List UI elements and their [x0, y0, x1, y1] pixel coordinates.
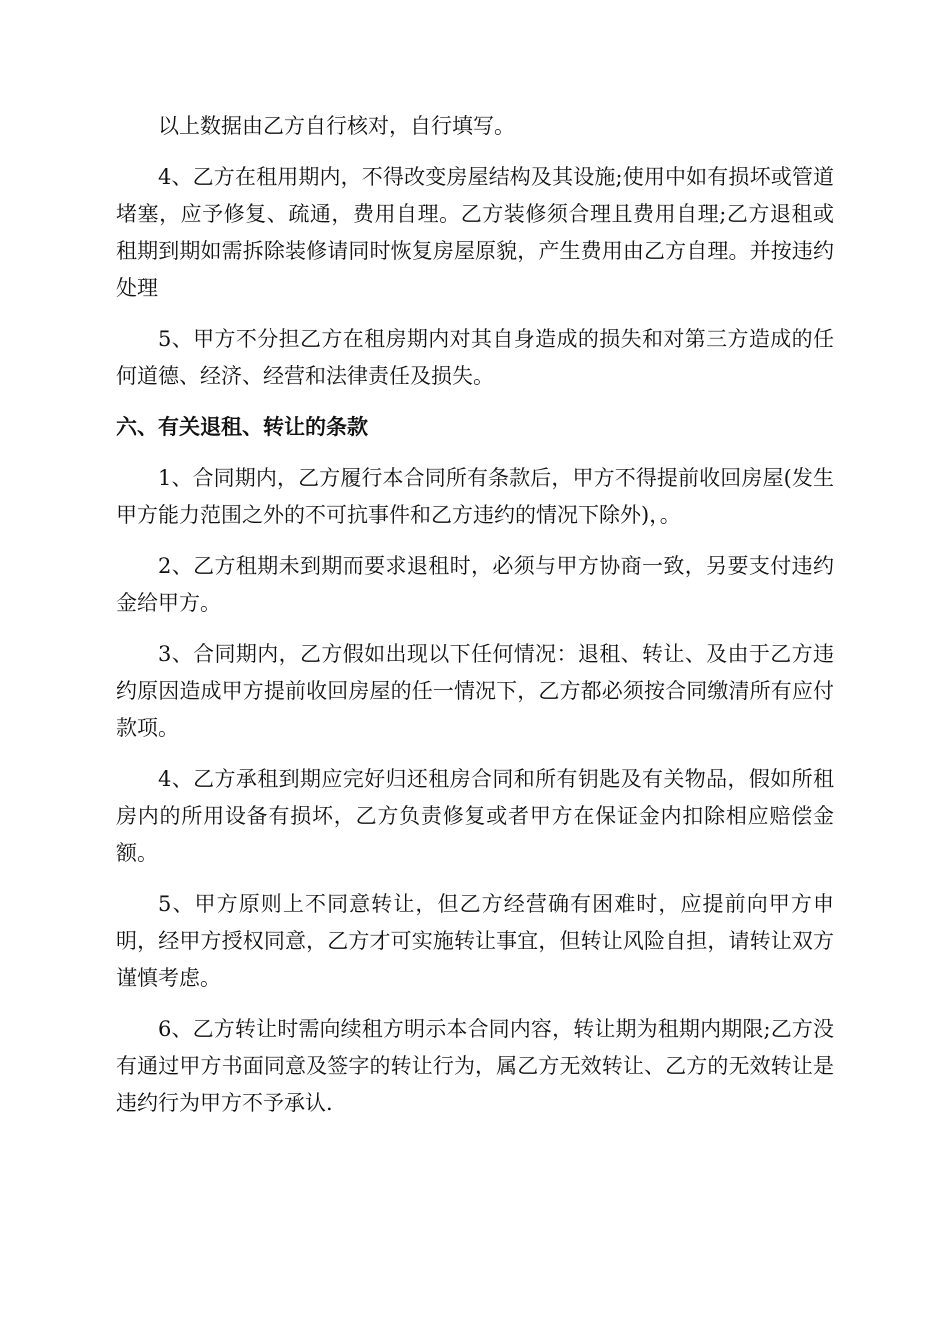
paragraph-clause-4-return-keys: 4、乙方承租到期应完好归还租房合同和所有钥匙及有关物品，假如所租房内的所用设备有损坏，乙方负责修复或者甲方在保证金内扣除相应赔偿金额。	[116, 767, 834, 865]
section-heading-termination-transfer: 六、有关退租、转让的条款	[116, 415, 368, 439]
paragraph-clause-1-no-early-recall: 1、合同期内，乙方履行本合同所有条款后，甲方不得提前收回房屋(发生甲方能力范围之外的不可抗事件和乙方违约的情况下除外)，。	[116, 466, 834, 527]
paragraph-clause-3-settle-payments: 3、合同期内，乙方假如出现以下任何情况：退租、转让、及由于乙方违约原因造成甲方提前收回房屋的任一情况下，乙方都必须按合同缴清所有应付款项。	[116, 642, 834, 740]
paragraph-clause-6-transfer-disclosure: 6、乙方转让时需向续租方明示本合同内容，转让期为租期内期限;乙方没有通过甲方书面同意及签字的转让行为，属乙方无效转让、乙方的无效转让是违约行为甲方不予承认.	[116, 1017, 834, 1115]
paragraph-clause-5-liability: 5、甲方不分担乙方在租房期内对其自身造成的损失和对第三方造成的任何道德、经济、经营和法律责任及损失。	[116, 327, 834, 388]
paragraph-clause-2-early-termination: 2、乙方租期未到期而要求退租时，必须与甲方协商一致，另要支付违约金给甲方。	[116, 554, 834, 615]
paragraph-data-note: 以上数据由乙方自行核对，自行填写。	[158, 114, 515, 138]
paragraph-clause-4-alteration: 4、乙方在租用期内，不得改变房屋结构及其设施;使用中如有损坏或管道堵塞，应予修复、疏通，费用自理。乙方装修须合理且费用自理;乙方退租或租期到期如需拆除装修请同时恢复房屋原貌，产生费用由乙方自理。并按违约处理	[116, 165, 834, 300]
paragraph-clause-5-transfer-consent: 5、甲方原则上不同意转让，但乙方经营确有困难时，应提前向甲方申明，经甲方授权同意，乙方才可实施转让事宜，但转让风险自担，请转让双方谨慎考虑。	[116, 892, 834, 990]
